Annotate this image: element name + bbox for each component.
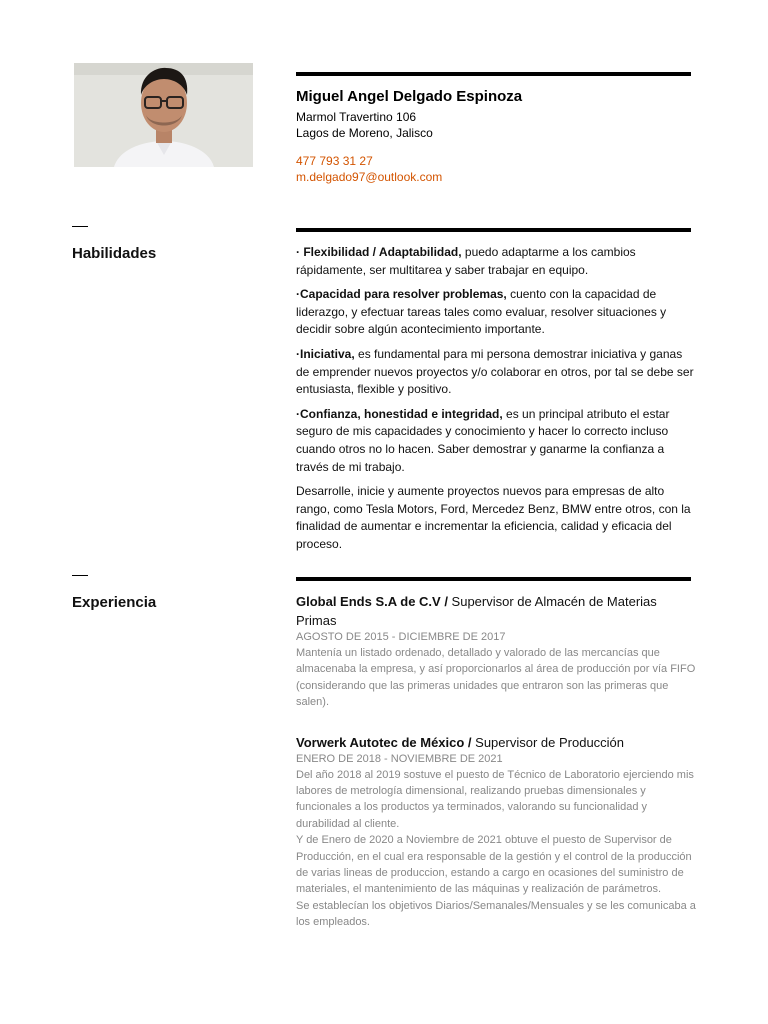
job-role: Supervisor de Almacén de Materias Primas: [296, 594, 657, 628]
skill-title: ·Confianza, honestidad e integridad,: [296, 406, 503, 421]
skills-heading: Habilidades: [72, 245, 157, 262]
header-rule: [296, 72, 691, 76]
skill-text: Desarrolle, inicie y aumente proyectos nuevos para empresas de alto rango, como Tesla Motors, Ford, Mercedez Benz, BMW entre otros, con la finalidad de aumentar e incrementar la eficiencia, calidad y eficacia del proceso.: [296, 484, 691, 551]
skill-text: es fundamental para mi persona demostrar iniciativa y ganas de emprender nuevos proyectos y/o colaborar en otros, por tal se debe ser entusiasta, flexible y positivo.: [296, 346, 694, 397]
skills-rule: [296, 228, 691, 232]
job-heading: [296, 592, 696, 630]
skill-text: cuento con la capacidad de liderazgo, y efectuar tareas tales como evaluar, resolver situaciones y decidir sobre algún acontecimiento importante.: [296, 287, 667, 337]
skill-item: [296, 244, 696, 279]
skill-text: puedo adaptarme a los cambios rápidamente, ser multitarea y saber trabajar en equipo.: [296, 245, 636, 277]
job-company: Vorwerk Autotec de México /: [296, 734, 472, 750]
phone-number[interactable]: 477 793 31 27: [296, 154, 373, 168]
skill-text: es un principal atributo el estar seguro de mis capacidades y conocimiento y hacer lo correcto incluso cuando otros no lo hacen. Saber demostrar y ganarme la confianza a través de mi trabajo.: [296, 406, 670, 474]
skill-title: · Flexibilidad / Adaptabilidad,: [296, 245, 462, 259]
skills-list: [296, 244, 696, 561]
job-heading: [296, 733, 696, 752]
job-dates: AGOSTO DE 2015 - DICIEMBRE DE 2017: [296, 631, 506, 643]
job-description: Y de Enero de 2020 a Noviembre de 2021 obtuve el puesto de Supervisor de Producción, en el cual era responsable de la gestión y el control de la producción de varias lineas de produccion, estando a cargo en ocasiones del suministro de materiales, el mantenimiento de las máquinas y realización de parámetros.: [296, 834, 692, 896]
skill-item: [296, 406, 696, 476]
job-description: Se establecían los objetivos Diarios/Semanales/Mensuales y se les comunicaba a los empleados.: [296, 899, 696, 929]
person-name: Miguel Angel Delgado Espinoza: [296, 88, 523, 105]
job-role: Supervisor de Producción: [471, 734, 625, 750]
experience-rule: [296, 577, 691, 581]
job-entry: [296, 592, 696, 711]
skill-item: [296, 346, 696, 399]
address-line-1: Marmol Travertino 106: [296, 110, 417, 124]
profile-photo: [74, 63, 253, 167]
experience-list: [296, 592, 696, 953]
address-line-2: Lagos de Moreno, Jalisco: [296, 126, 433, 140]
skill-title: ·Capacidad para resolver problemas,: [296, 287, 507, 302]
job-company: Global Ends S.A de C.V /: [296, 594, 448, 609]
job-entry: [296, 733, 696, 931]
experience-heading: Experiencia: [72, 594, 157, 611]
skill-item: [296, 483, 696, 553]
contact-block: [296, 88, 696, 185]
email-link[interactable]: m.delgado97@outlook.com: [296, 170, 443, 184]
skill-item: [296, 286, 696, 339]
job-description: Del año 2018 al 2019 sostuve el puesto de Técnico de Laboratorio ejerciendo mis labores de metrología dimensional, realizando pruebas dimensionales y funcionales a los productos ya terminados, valorando su funcionalidad y durabilidad al cliente.: [296, 768, 694, 830]
section-dash: [72, 226, 88, 227]
skill-title: ·Iniciativa,: [296, 346, 355, 361]
job-dates: ENERO DE 2018 - NOVIEMBRE DE 2021: [296, 752, 503, 765]
job-description: Mantenía un listado ordenado, detallado y valorado de las mercancías que almacenaba la empresa, y así proporcionarlos al área de producción por vía FIFO (considerando que las primeras unidades que entraron son las primeras que salen).: [296, 647, 696, 709]
section-dash: [72, 575, 88, 576]
